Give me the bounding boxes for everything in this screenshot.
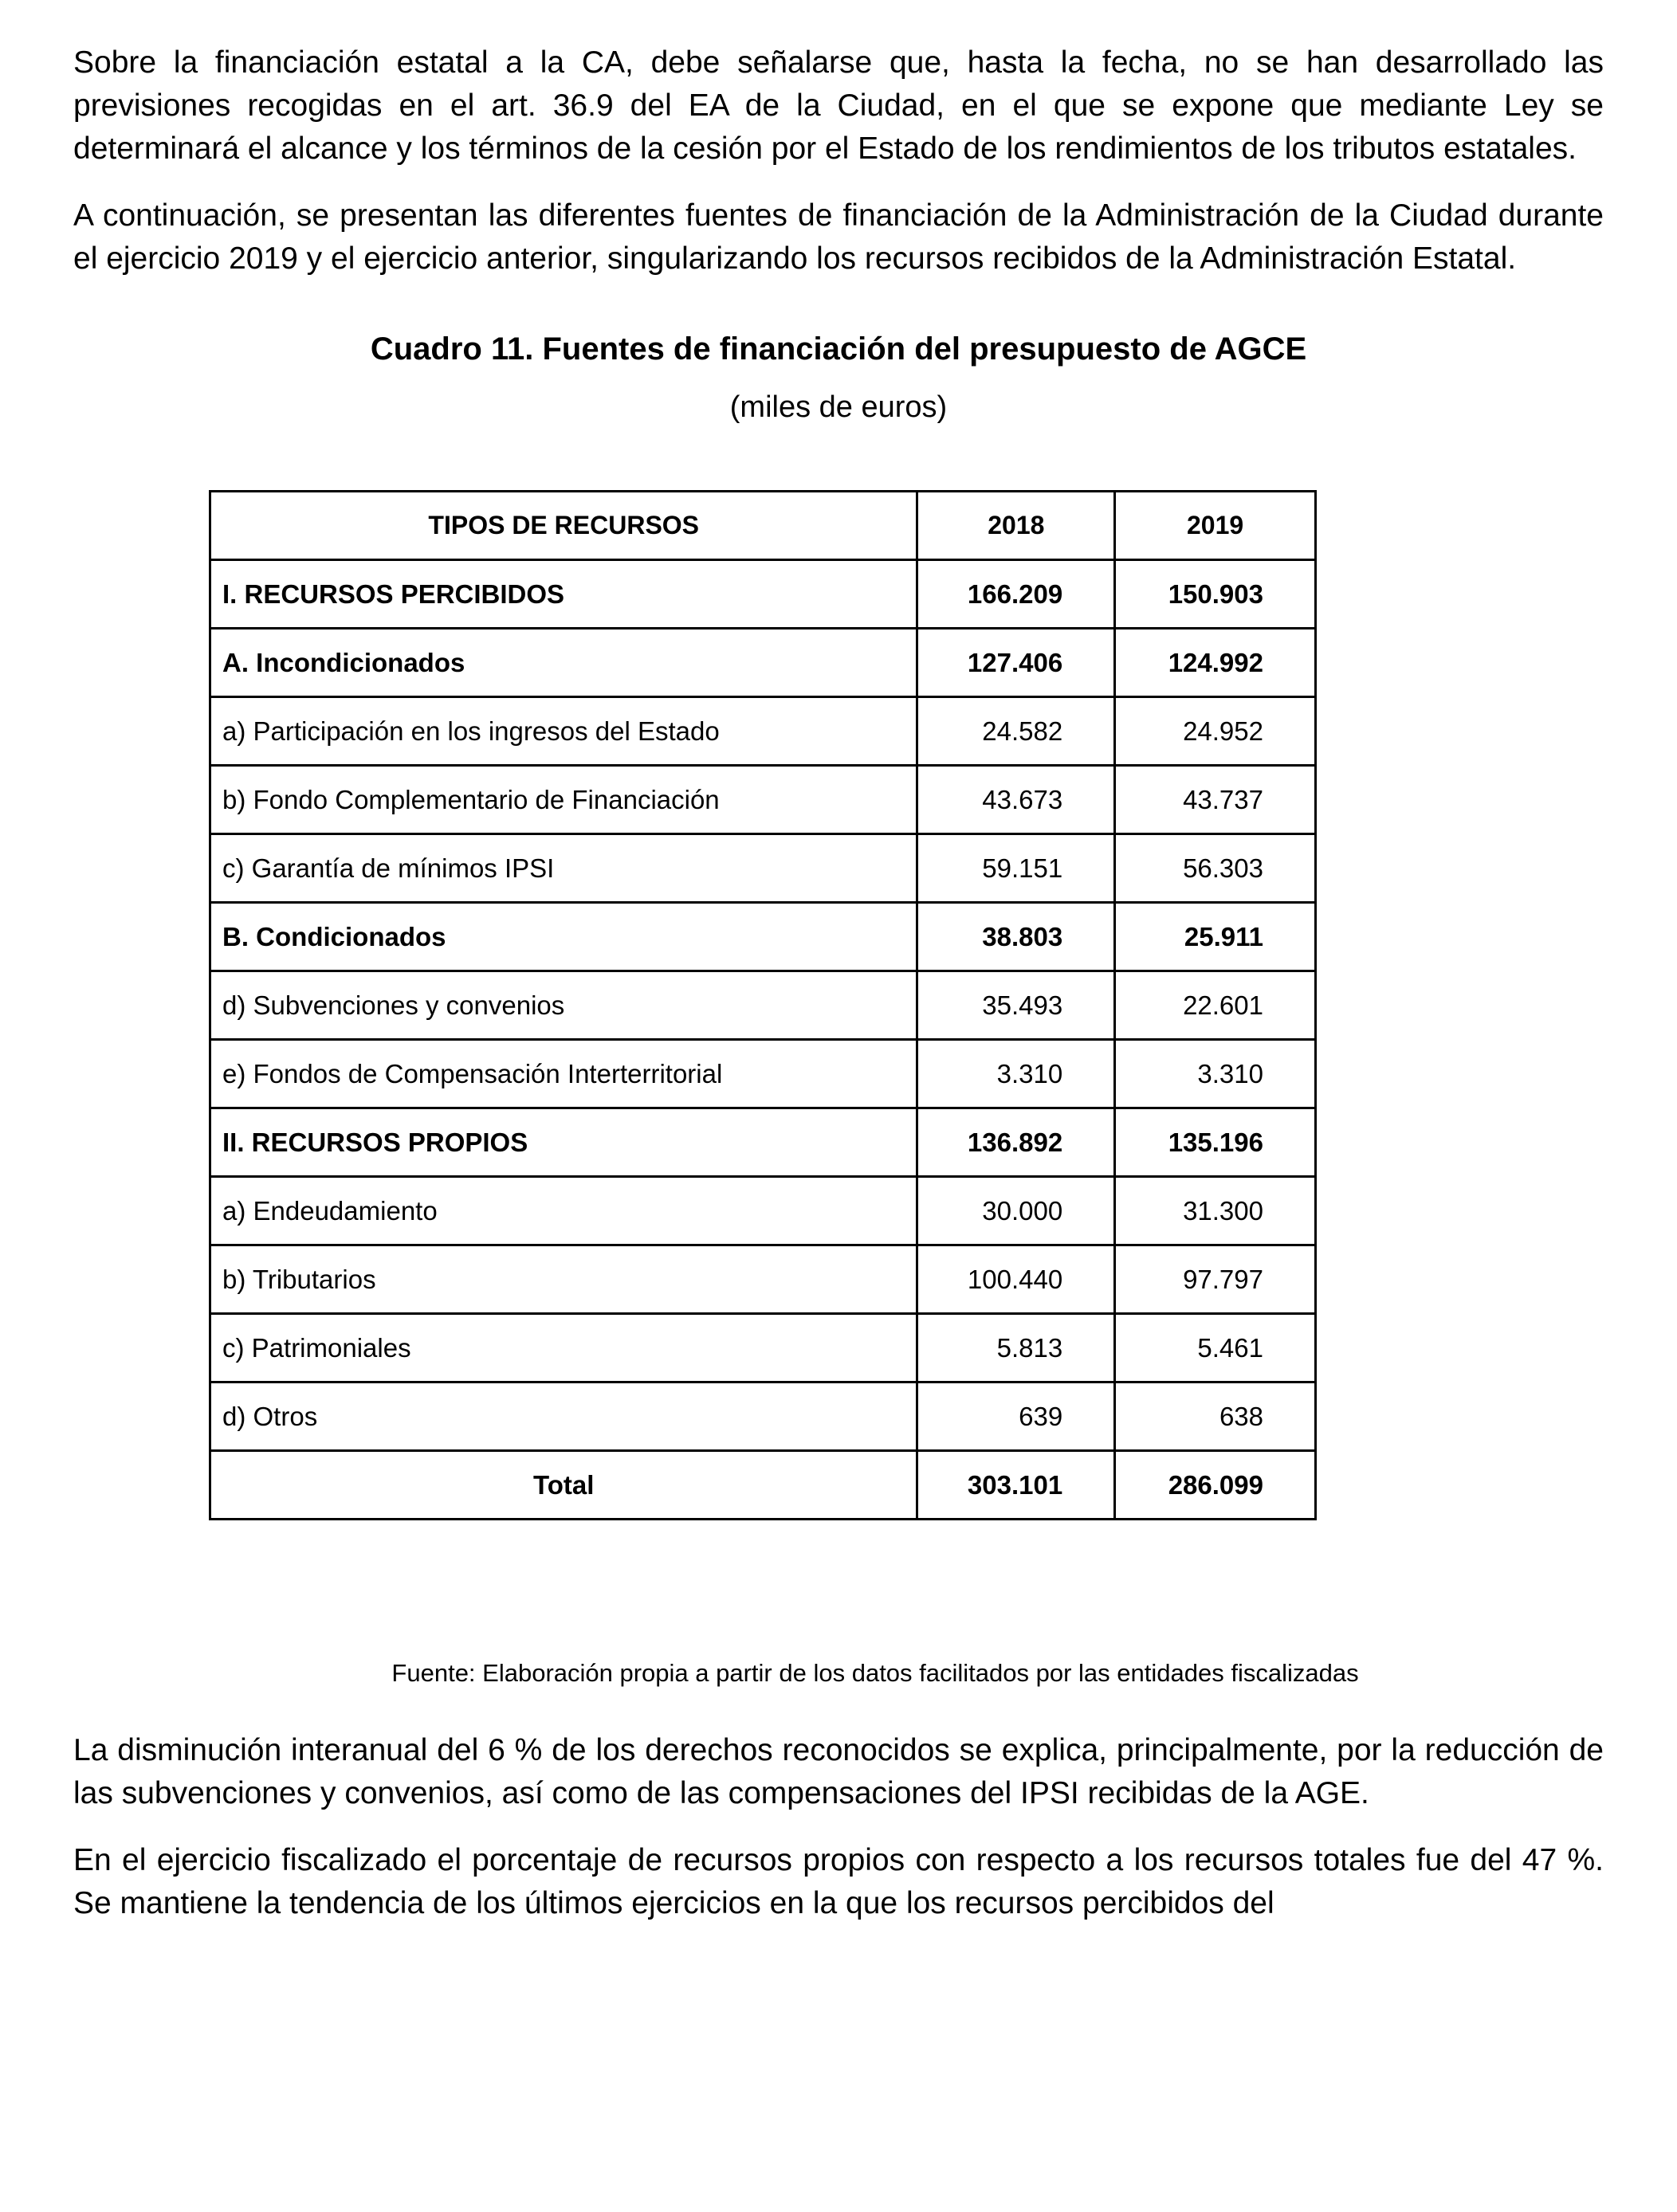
- table-body: [210, 560, 1316, 1520]
- value-2019: 43.737: [1115, 766, 1316, 834]
- table-row: [210, 1245, 1316, 1314]
- value-2018: 166.209: [917, 560, 1115, 629]
- funding-sources-table: [209, 490, 1317, 1520]
- table-row: [210, 1177, 1316, 1245]
- row-label: II. RECURSOS PROPIOS: [210, 1108, 917, 1177]
- total-label: Total: [210, 1451, 917, 1520]
- document-page: [73, 41, 1604, 427]
- table-header-row: [210, 492, 1316, 560]
- value-2018: 5.813: [917, 1314, 1115, 1382]
- row-label: A. Incondicionados: [210, 629, 917, 697]
- value-2018: 639: [917, 1382, 1115, 1451]
- total-2018: 303.101: [917, 1451, 1115, 1520]
- header-2018: 2018: [917, 492, 1115, 560]
- value-2018: 100.440: [917, 1245, 1115, 1314]
- table-caption-title: Cuadro 11. Fuentes de financiación del presupuesto de AGCE: [370, 331, 1307, 367]
- document-lower: [73, 1729, 1604, 1925]
- row-label: B. Condicionados: [210, 903, 917, 971]
- value-2018: 59.151: [917, 834, 1115, 903]
- table-row: [210, 903, 1316, 971]
- value-2019: 3.310: [1115, 1040, 1316, 1108]
- value-2019: 25.911: [1115, 903, 1316, 971]
- value-2019: 5.461: [1115, 1314, 1316, 1382]
- paragraph-porcentaje: En el ejercicio fiscalizado el porcentaje de recursos propios con respecto a los recursos totales fue del 47 %. Se mantiene la tendencia de los últimos ejercicios en la que los recursos percibidos del: [73, 1843, 1604, 1920]
- table-row: [210, 834, 1316, 903]
- row-label: b) Fondo Complementario de Financiación: [210, 766, 917, 834]
- value-2019: 56.303: [1115, 834, 1316, 903]
- row-label: a) Participación en los ingresos del Estado: [210, 697, 917, 766]
- table-row: [210, 629, 1316, 697]
- value-2018: 30.000: [917, 1177, 1115, 1245]
- row-label: d) Otros: [210, 1382, 917, 1451]
- row-label: c) Patrimoniales: [210, 1314, 917, 1382]
- value-2018: 127.406: [917, 629, 1115, 697]
- row-label: e) Fondos de Compensación Interterritorial: [210, 1040, 917, 1108]
- value-2019: 97.797: [1115, 1245, 1316, 1314]
- table-row: [210, 1040, 1316, 1108]
- table-row: [210, 971, 1316, 1040]
- total-2019: 286.099: [1115, 1451, 1316, 1520]
- value-2019: 150.903: [1115, 560, 1316, 629]
- value-2018: 35.493: [917, 971, 1115, 1040]
- row-label: c) Garantía de mínimos IPSI: [210, 834, 917, 903]
- value-2019: 31.300: [1115, 1177, 1316, 1245]
- header-2019: 2019: [1115, 492, 1316, 560]
- table-caption-subtitle: (miles de euros): [729, 390, 948, 424]
- row-label: a) Endeudamiento: [210, 1177, 917, 1245]
- paragraph-disminucion: La disminución interanual del 6 % de los derechos reconocidos se explica, principalmente, por la reducción de las subvenciones y convenios, así como de las compensaciones del IPSI recibidas de la AGE.: [73, 1733, 1604, 1810]
- value-2018: 136.892: [917, 1108, 1115, 1177]
- source-note: Fuente: Elaboración propia a partir de los datos facilitados por las entidades fiscalizadas: [391, 1659, 1359, 1687]
- table-total-row: [210, 1451, 1316, 1520]
- row-label: b) Tributarios: [210, 1245, 917, 1314]
- value-2019: 638: [1115, 1382, 1316, 1451]
- row-label: I. RECURSOS PERCIBIDOS: [210, 560, 917, 629]
- value-2018: 38.803: [917, 903, 1115, 971]
- table-row: [210, 766, 1316, 834]
- value-2018: 3.310: [917, 1040, 1115, 1108]
- paragraph-fuentes-financiacion: A continuación, se presentan las diferentes fuentes de financiación de la Administración de la Ciudad durante el ejercicio 2019 y el ejercicio anterior, singularizando los recursos recibidos de la Administración Estatal.: [73, 198, 1604, 276]
- value-2019: 135.196: [1115, 1108, 1316, 1177]
- value-2018: 24.582: [917, 697, 1115, 766]
- row-label: d) Subvenciones y convenios: [210, 971, 917, 1040]
- value-2018: 43.673: [917, 766, 1115, 834]
- table-row: [210, 1314, 1316, 1382]
- paragraph-financiacion-estatal: Sobre la financiación estatal a la CA, debe señalarse que, hasta la fecha, no se han desarrollado las previsiones recogidas en el art. 36.9 del EA de la Ciudad, en el que se expone que mediante Ley se determinará el alcance y los términos de la cesión por el Estado de los rendimientos de los tributos estatales.: [73, 45, 1604, 166]
- table-row: [210, 560, 1316, 629]
- value-2019: 24.952: [1115, 697, 1316, 766]
- table-row: [210, 1108, 1316, 1177]
- table-row: [210, 1382, 1316, 1451]
- header-tipos: TIPOS DE RECURSOS: [210, 492, 917, 560]
- table-row: [210, 697, 1316, 766]
- value-2019: 22.601: [1115, 971, 1316, 1040]
- value-2019: 124.992: [1115, 629, 1316, 697]
